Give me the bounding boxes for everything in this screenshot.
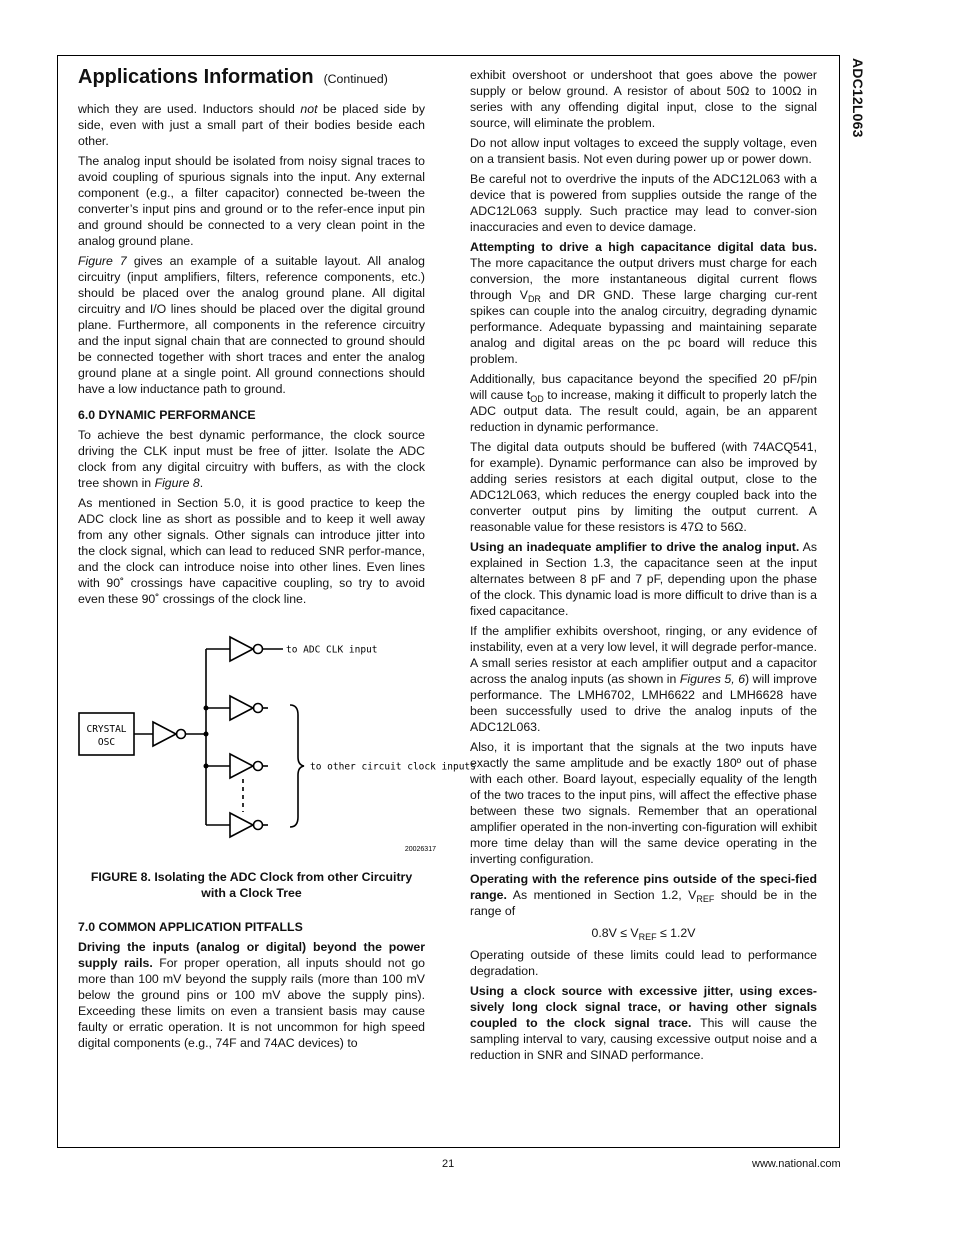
paragraph: Using a clock source with excessive jitter, using exces-sively long clock signal trace, or having other signals coupled to the clock signal trace. This will cause the sampling interval to vary, causing excessive output noise and a reduction in SNR and SINAD performance. bbox=[470, 984, 817, 1062]
paragraph: Using an inadequate amplifier to drive the analog input. As explained in Section 1.3, the capacitance seen at the input alternates between 8 pF and 7 pF, depending upon the phase of the clock. This dynamic load is more difficult to drive than is a fixed capacitance. bbox=[470, 540, 817, 618]
paragraph: Operating with the reference pins outside of the speci-fied range. As mentioned in Section 1.2, $V_{REF}$ should be in the range of bbox=[470, 872, 817, 918]
other-clock-label: to other circuit clock inputs bbox=[310, 761, 476, 773]
paragraph: which they are used. Inductors should not be placed side by side, even with just a small part of their bodies beside each other. bbox=[78, 102, 425, 148]
paragraph: To achieve the best dynamic performance, the clock source driving the CLK input must be free of jitter. Isolate the ADC clock from any digital circuitry with buffers, as with the clock tree shown in Figure 8. bbox=[78, 428, 425, 490]
right-column bbox=[470, 67, 817, 1067]
paragraph: The analog input should be isolated from noisy signal traces to avoid coupling of spurious signals into the input. Any external component (e.g., a filter capacitor) connected be-tween the converter’s input pins and ground or to the refer-ence input pin and ground should be connected to a very clean point in the analog ground plane. bbox=[78, 154, 425, 248]
paragraph: Also, it is important that the signals at the two inputs have exactly the same amplitude and be exactly 180º out of phase with each other. Board layout, especially equality of the length of the two traces to the input pins, will affect the effective phase between these two signals. Remember that an operational amplifier operated in the non-inverting con-figuration will exhibit more time delay than will the same device operating in the inverting configuration. bbox=[470, 740, 817, 866]
osc-label: OSC bbox=[97, 737, 116, 748]
clock-tree-diagram bbox=[78, 629, 476, 861]
subheading-dynamic-performance: 6.0 DYNAMIC PERFORMANCE bbox=[78, 408, 256, 422]
figure-ref[interactable]: Figure 8 bbox=[154, 476, 200, 490]
footer-website[interactable]: www.national.com bbox=[752, 1158, 841, 1170]
paragraph: Attempting to drive a high capacitance digital data bus. The more capacitance the output drivers must charge for each conversion, the more instantaneous digital current flows through $V_{DR}$ and DR GND. These large charging cur-rent spikes can couple into the analog circuitry, degrading dynamic performance. Adequate bypassing and maintaining separate analog and digital areas on the pc board will reduce this problem. bbox=[470, 240, 817, 366]
paragraph: Driving the inputs (analog or digital) beyond the power supply rails. For proper operation, all inputs should not go more than 100 mV beyond the supply rails (more than 100 mV below the ground pins or 100 mV above the supply pins). Exceeding these limits on even a transient basis may cause faulty or erratic operation. It is not uncommon for high speed digital components (e.g., 74F and 74AC devices) to bbox=[78, 940, 425, 1050]
paragraph: Operating outside of these limits could lead to performance degradation. bbox=[470, 948, 817, 978]
equation: $0.8V \le V_{REF} \le 1.2V$ bbox=[591, 926, 696, 942]
buffer-gate bbox=[230, 696, 253, 720]
heading-note: (Continued) bbox=[323, 72, 388, 86]
paragraph: Be careful not to overdrive the inputs of the ADC12L063 with a device that is powered from supplies outside the range of the ADC12L063 supply. Such practice may lead to conver-sion inaccuracies and even to device damage. bbox=[470, 172, 817, 234]
crystal-label: CRYSTAL bbox=[86, 724, 127, 735]
heading-text: Applications Information bbox=[78, 66, 314, 88]
part-number: ADC12L063 bbox=[850, 58, 866, 138]
paragraph: If the amplifier exhibits overshoot, ringing, or any evidence of instability, even at a very low level, it will degrade perfor-mance. A small series resistor at each amplifier output and a capacitor across the analog inputs (as shown in Figures 5, 6) will improve performance. The LMH6702, LMH6622 and LMH6628 have been successfully used to drive the analog inputs of the ADC12L063. bbox=[470, 624, 817, 734]
buffer-gate bbox=[153, 722, 176, 746]
subheading-pitfalls: 7.0 COMMON APPLICATION PITFALLS bbox=[78, 920, 303, 934]
buffer-gate bbox=[230, 754, 253, 778]
adc-clk-label: to ADC CLK input bbox=[286, 644, 378, 656]
figure-caption: FIGURE 8. Isolating the ADC Clock from other Circuitry with a Clock Tree bbox=[90, 870, 413, 900]
section-heading bbox=[78, 64, 425, 92]
paragraph: exhibit overshoot or undershoot that goes above the power supply or below ground. A resistor of about 50Ω to 100Ω in series with any offending digital input, close to the signal source, will eliminate the problem. bbox=[470, 68, 817, 130]
buffer-gate bbox=[230, 813, 253, 837]
paragraph: Do not allow input voltages to exceed the supply voltage, even on a transient basis. Not even during power up or power down. bbox=[470, 136, 817, 166]
figure-ref[interactable]: Figures 5, 6 bbox=[679, 672, 746, 686]
figure-id: 20026317 bbox=[404, 846, 436, 853]
figure-clock-tree bbox=[78, 629, 476, 861]
side-title bbox=[846, 58, 866, 178]
paragraph: Additionally, bus capacitance beyond the specified 20 pF/pin will cause $t_{OD}$ to increase, making it difficult to properly latch the ADC output data. The result could, again, be an apparent reduction in dynamic performance. bbox=[470, 372, 817, 434]
buffer-gate bbox=[230, 637, 253, 661]
figure-ref[interactable]: Figure 7 bbox=[78, 254, 127, 268]
paragraph: As mentioned in Section 5.0, it is good practice to keep the ADC clock line as short as possible and to keep it well away from any other signals. Other signals can introduce jitter into the clock signal, which can lead to reduced SNR perfor-mance, and the clock can introduce noise into other lines. Even lines with 90˚ crossings have capacitive coupling, so try to avoid even these 90˚ crossings of the clock line. bbox=[78, 496, 425, 606]
left-column bbox=[78, 64, 476, 1055]
paragraph: The digital data outputs should be buffered (with 74ACQ541, for example). Dynamic performance can also be improved by adding series resistors at each digital output, close to the ADC12L063, which reduces the energy coupled back into the converter output pins by limiting the output current. A reasonable value for these resistors is 47Ω to 56Ω. bbox=[470, 440, 817, 534]
page-number: 21 bbox=[442, 1158, 455, 1170]
paragraph: Figure 7 gives an example of a suitable layout. All analog circuitry (input amplifiers, filters, reference components, etc.) should be placed over the analog ground plane. All digital circuitry and I/O lines should be placed over the digital ground plane. Furthermore, all components in the reference circuitry and the input signal chain that are connected to ground should be connected together with short traces and enter the analog ground plane at a single point. All ground connections should have a low inductance path to ground. bbox=[78, 254, 425, 396]
